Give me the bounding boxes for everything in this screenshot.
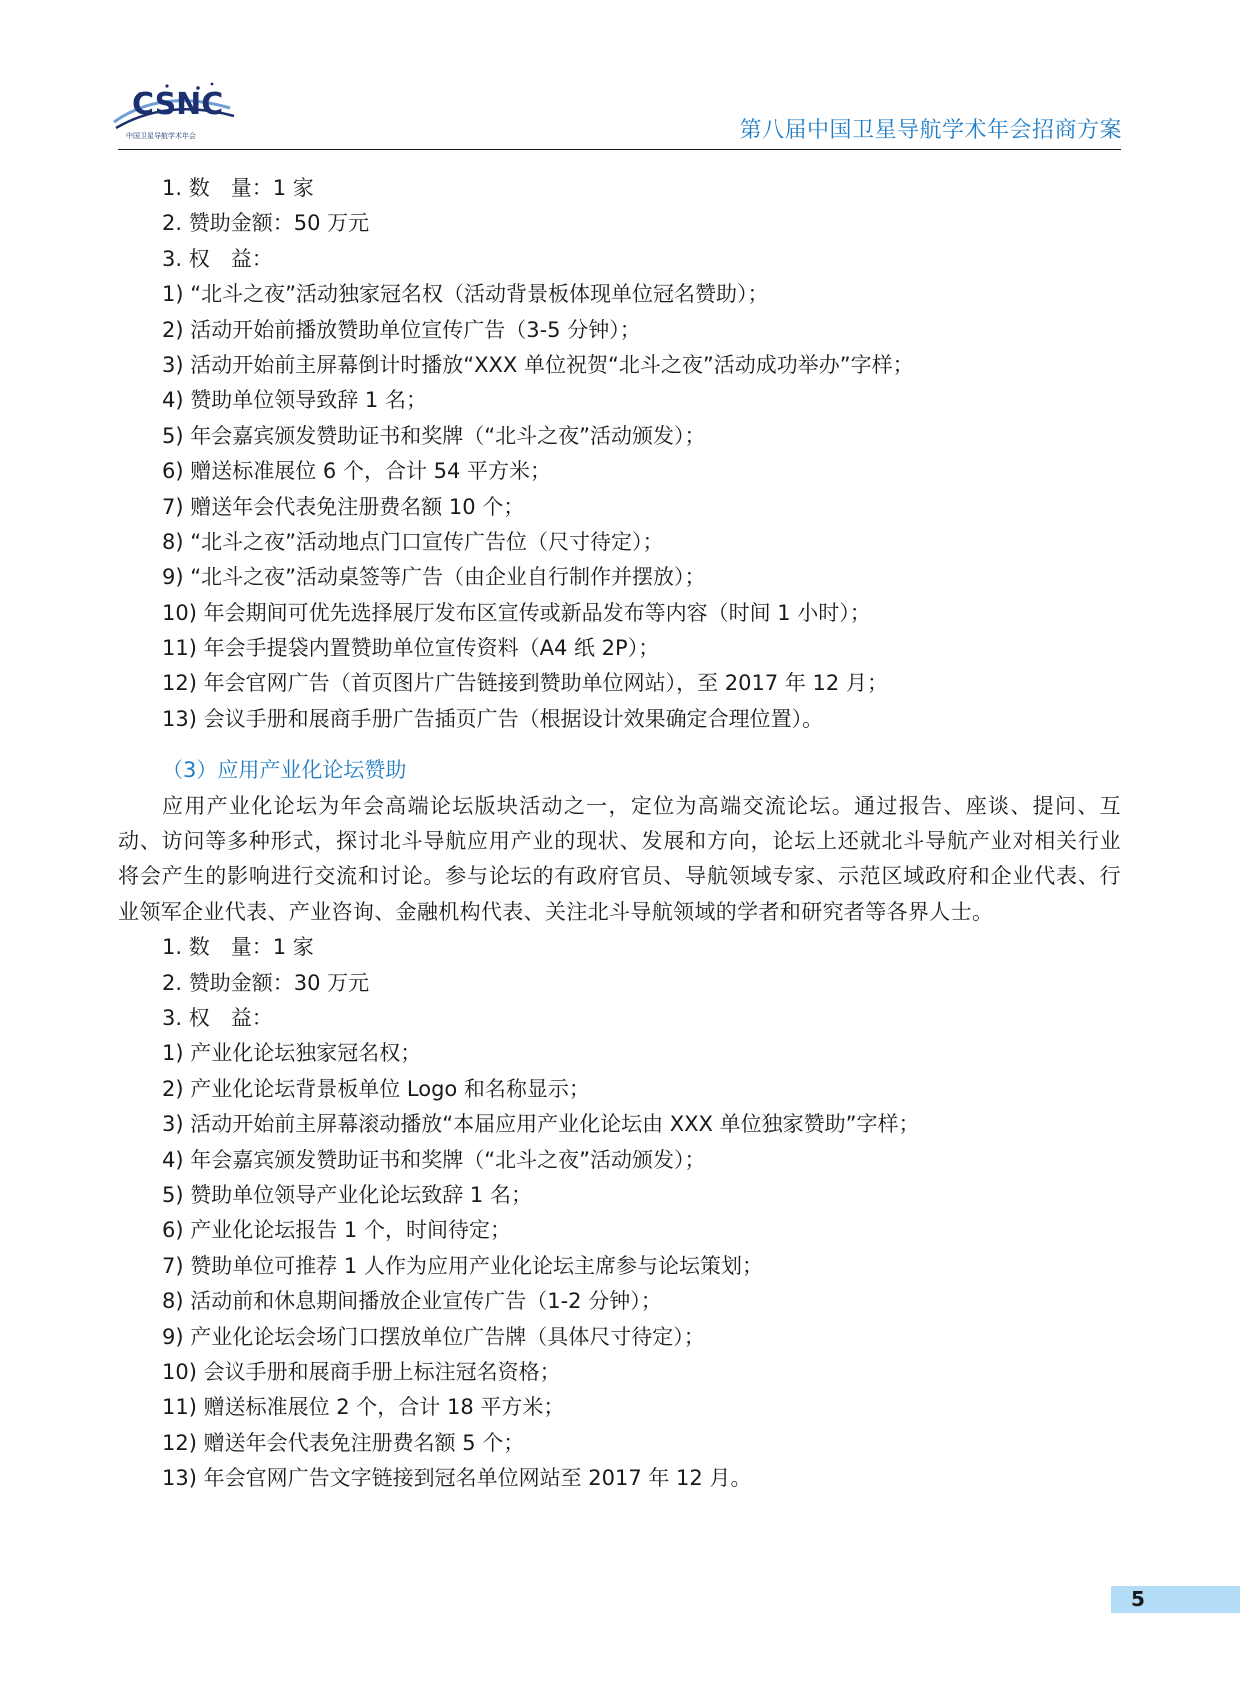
section3-rights-label: 3. 权 益： — [162, 1006, 273, 1031]
list-item: 9) 产业化论坛会场门口摆放单位广告牌（具体尺寸待定）； — [162, 1324, 705, 1349]
list-item: 8) 活动前和休息期间播放企业宣传广告（1-2 分钟）； — [162, 1289, 662, 1314]
block1-quantity: 1. 数 量：1 家 — [162, 176, 314, 200]
list-item: 1) “北斗之夜”活动独家冠名权（活动背景板体现单位冠名赞助）； — [162, 282, 769, 307]
list-item: 12) 年会官网广告（首页图片广告链接到赞助单位网站），至 2017 年 12 月； — [162, 671, 888, 696]
list-item: 4) 赞助单位领导致辞 1 名； — [162, 388, 427, 413]
list-item: 1) 产业化论坛独家冠名权； — [162, 1041, 422, 1066]
svg-text:中国卫星导航学术年会: 中国卫星导航学术年会 — [126, 132, 196, 140]
svg-text:CSNC: CSNC — [132, 87, 224, 122]
csnc-logo — [112, 80, 237, 150]
list-item: 4) 年会嘉宾颁发赞助证书和奖牌（“北斗之夜”活动颁发）； — [162, 1147, 706, 1172]
list-item: 2) 产业化论坛背景板单位 Logo 和名称显示； — [162, 1076, 590, 1101]
page-number: 5 — [1131, 1587, 1145, 1611]
list-item: 10) 年会期间可优先选择展厅发布区宣传或新品发布等内容（时间 1 小时）； — [162, 600, 871, 625]
section3-quantity: 1. 数 量：1 家 — [162, 935, 314, 960]
list-item: 6) 赠送标准展位 6 个，合计 54 平方米； — [162, 459, 552, 484]
list-item: 5) 赞助单位领导产业化论坛致辞 1 名； — [162, 1183, 532, 1207]
header-divider — [118, 149, 1121, 150]
list-item: 7) 赠送年会代表免注册费名额 10 个； — [162, 494, 525, 519]
list-item: 3) 活动开始前主屏幕滚动播放“本届应用产业化论坛由 XXX 单位独家赞助”字样； — [162, 1112, 920, 1137]
list-item: 13) 年会官网广告文字链接到冠名单位网站至 2017 年 12 月。 — [162, 1466, 752, 1491]
list-item: 11) 年会手提袋内置赞助单位宣传资料（A4 纸 2P）； — [162, 636, 660, 661]
block1-amount: 2. 赞助金额：50 万元 — [162, 211, 370, 236]
list-item: 13) 会议手册和展商手册广告插页广告（根据设计效果确定合理位置）。 — [162, 706, 824, 731]
section3-amount: 2. 赞助金额：30 万元 — [162, 970, 370, 995]
list-item: 12) 赠送年会代表免注册费名额 5 个； — [162, 1430, 525, 1455]
section-intro-paragraph: 应用产业化论坛为年会高端论坛版块活动之一，定位为高端交流论坛。通过报告、座谈、提问、互动、访问等多种形式，探讨北斗导航应用产业的现状、发展和方向，论坛上还就北斗导航产业对相关行业将会产生的影响进行交流和讨论。参与论坛的有政府官员、导航领域专家、示范区域政府和企业代表、行业领军企业代表、产业咨询、金融机构代表、关注北斗导航领域的学者和研究者等各界人士。 — [118, 793, 1121, 924]
list-item: 2) 活动开始前播放赞助单位宣传广告（3-5 分钟）； — [162, 317, 641, 342]
list-item: 9) “北斗之夜”活动桌签等广告（由企业自行制作并摆放）； — [162, 565, 706, 590]
list-item: 11) 赠送标准展位 2 个，合计 18 平方米； — [162, 1395, 565, 1420]
document-title: 第八届中国卫星导航学术年会招商方案 — [739, 118, 1122, 143]
page-header — [0, 0, 1240, 150]
list-item: 3) 活动开始前主屏幕倒计时播放“XXX 单位祝贺“北斗之夜”活动成功举办”字样； — [162, 352, 914, 377]
block1-rights-label: 3. 权 益： — [162, 246, 273, 271]
list-item: 7) 赞助单位可推荐 1 人作为应用产业化论坛主席参与论坛策划； — [162, 1253, 763, 1278]
list-item: 8) “北斗之夜”活动地点门口宣传广告位（尺寸待定）； — [162, 529, 664, 554]
list-item: 5) 年会嘉宾颁发赞助证书和奖牌（“北斗之夜”活动颁发）； — [162, 423, 706, 448]
list-item: 6) 产业化论坛报告 1 个，时间待定； — [162, 1218, 511, 1243]
list-item: 10) 会议手册和展商手册上标注冠名资格； — [162, 1359, 561, 1384]
section-heading: （3）应用产业化论坛赞助 — [162, 758, 407, 783]
page-body — [118, 171, 1121, 1497]
